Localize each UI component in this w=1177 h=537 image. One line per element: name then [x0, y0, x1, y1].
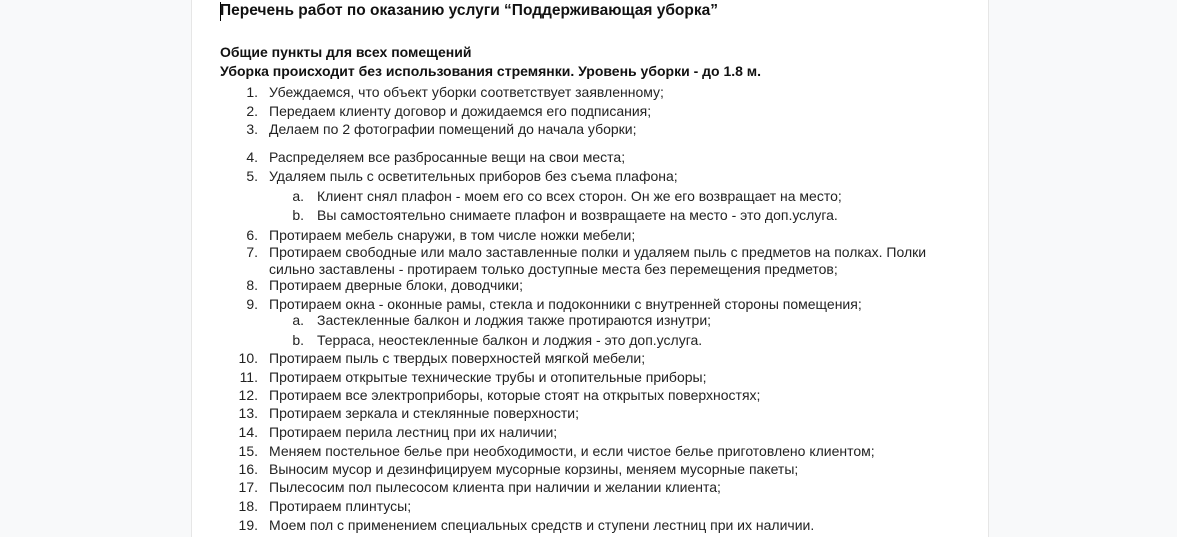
list-number: 15.: [238, 443, 258, 459]
list-number: 2.: [246, 103, 258, 119]
document-title: Перечень работ по оказанию услуги “Поддерживающая уборка”: [220, 2, 718, 19]
list-text: Протираем перила лестниц при их наличии;: [269, 424, 558, 440]
sublist-text: Терраса, неостекленные балкон и лоджия - это доп.услуга.: [317, 332, 703, 348]
sublist-letter: b.: [292, 207, 304, 223]
document-page: [191, 0, 989, 537]
list-text: Протираем дверные блоки, доводчики;: [269, 277, 523, 293]
list-text: Протираем зеркала и стеклянные поверхности;: [269, 405, 580, 421]
list-number: 12.: [238, 387, 258, 403]
list-text: Протираем свободные или мало заставленные полки и удаляем пыль с предметов на полках. Полки: [269, 244, 927, 260]
list-text: Протираем все электроприборы, которые стоят на открытых поверхностях;: [269, 387, 761, 403]
list-number: 14.: [238, 424, 258, 440]
sublist-text: Вы самостоятельно снимаете плафон и возвращаете на место - это доп.услуга.: [317, 207, 838, 223]
list-text: Протираем окна - оконные рамы, стекла и подоконники с внутренней стороны помещения;: [269, 296, 862, 312]
section-heading-general: Общие пункты для всех помещений: [220, 44, 472, 60]
list-number: 8.: [246, 277, 258, 293]
list-text: Меняем постельное белье при необходимости, и если чистое белье приготовлено клиентом;: [269, 443, 875, 459]
list-text: Распределяем все разбросанные вещи на свои места;: [269, 149, 626, 165]
list-text: Выносим мусор и дезинфицируем мусорные корзины, меняем мусорные пакеты;: [269, 461, 799, 477]
list-number: 5.: [246, 168, 258, 184]
sublist-text: Застекленные балкон и лоджия также протираются изнутри;: [317, 312, 712, 328]
list-number: 19.: [238, 517, 258, 533]
sublist-letter: a.: [292, 312, 304, 328]
sublist-letter: b.: [292, 332, 304, 348]
list-number: 18.: [238, 498, 258, 514]
section-heading-level: Уборка происходит без использования стремянки. Уровень уборки - до 1.8 м.: [220, 63, 762, 79]
sublist-letter: a.: [292, 188, 304, 204]
list-text: Моем пол с применением специальных средств и ступени лестниц при их наличии.: [269, 517, 815, 533]
list-number: 1.: [246, 84, 258, 100]
list-number: 13.: [238, 405, 258, 421]
list-number: 3.: [246, 121, 258, 137]
list-text: Протираем мебель снаружи, в том числе ножки мебели;: [269, 227, 636, 243]
list-text: Передаем клиенту договор и дожидаемся его подписания;: [269, 103, 652, 119]
list-number: 4.: [246, 149, 258, 165]
sublist-text: Клиент снял плафон - моем его со всех сторон. Он же его возвращает на место;: [317, 188, 842, 204]
list-text: Протираем пыль с твердых поверхностей мягкой мебели;: [269, 350, 646, 366]
list-number: 17.: [238, 479, 258, 495]
list-text: Протираем плинтусы;: [269, 498, 412, 514]
list-number: 11.: [239, 369, 258, 385]
list-text: Делаем по 2 фотографии помещений до начала уборки;: [269, 121, 637, 137]
list-text: Убеждаемся, что объект уборки соответствует заявленному;: [269, 84, 664, 100]
list-text: Пылесосим пол пылесосом клиента при наличии и желании клиента;: [269, 479, 721, 495]
list-number: 7.: [246, 244, 258, 260]
list-text: Удаляем пыль с осветительных приборов без съема плафона;: [269, 168, 678, 184]
list-text: Протираем открытые технические трубы и отопительные приборы;: [269, 369, 707, 385]
list-number: 6.: [246, 227, 258, 243]
list-number: 10.: [238, 350, 258, 366]
list-number: 16.: [238, 461, 258, 477]
list-text: сильно заставлены - протираем только доступные места без перемещения предметов;: [269, 261, 838, 277]
list-number: 9.: [246, 296, 258, 312]
